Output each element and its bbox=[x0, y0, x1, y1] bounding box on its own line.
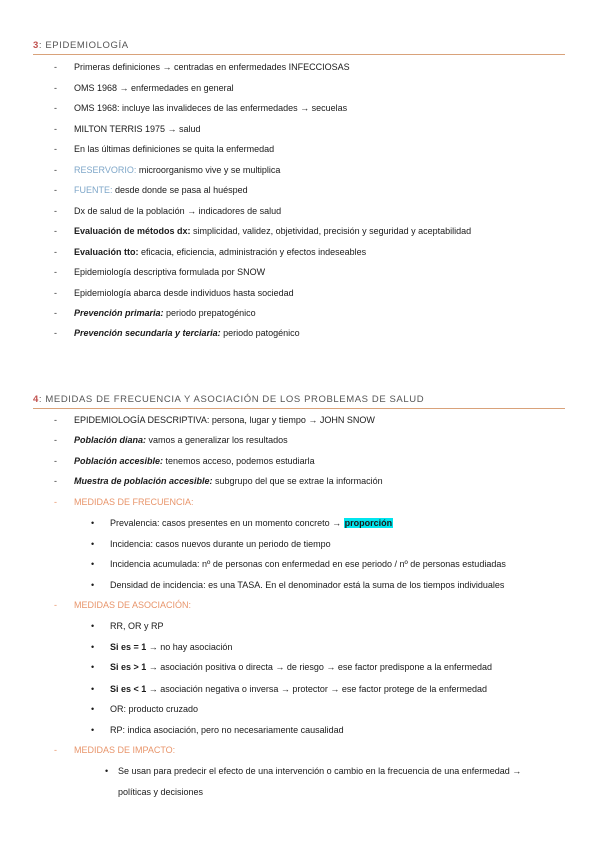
term-label: Población accesible: bbox=[74, 456, 164, 466]
section-number: 4 bbox=[33, 394, 39, 405]
section-number: 3 bbox=[33, 40, 39, 51]
section-title: EPIDEMIOLOGÍA bbox=[45, 40, 129, 51]
term-label: RESERVORIO: bbox=[74, 165, 137, 175]
term-label: Evaluación tto: bbox=[74, 247, 139, 257]
term-label: FUENTE: bbox=[74, 185, 113, 195]
document-page: 3: EPIDEMIOLOGÍA - Primeras definiciones → centradas en enfermedades INFECCIOSAS - OMS 1968 → enfermedades en general - OMS 1968: incluye las invalideces de las enfermedades → secuelas - MILTON TERRIS 1975 → salud - En las últimas definiciones se quita la enfermedad - RESERVORIO: microorganismo vive y se multiplica - FUENTE: desde donde se pasa al huésped - Dx de salud de la población → indicadores de salud - Evaluación de métodos dx: simplicidad, validez, objetividad, precisión y seguridad y aceptabilidad - Evaluación tto: eficacia, eficiencia, administración y efectos indeseables - Epidemiología descriptiva formulada por SNOW - Epidemiología abarca desde individuos hasta sociedad - Prevención primaria: periodo prepatogénico - Prevención secundaria y terciaria: periodo patogénico 4: MEDIDAS DE FRECUENCIA Y ASOCIACIÓN DE LOS PROBLEMAS DE SALUD - EPIDEMIOLOGÍA DESCRIPTIVA: persona, lugar y tiempo → JOHN SNOW - Población diana: vamos a generalizar los resultados - Población accesible: tenemos acceso, podemos estudiarla - Muestra de población accesible: subgrupo del que se extrae la información - MEDIDAS DE FRECUENCIA: • Prevalencia: casos presentes en un momento concreto → proporción • Incidencia: casos nuevos durante un periodo de tiempo • Incidencia acumulada: nº de personas con enfermedad en ese periodo / nº de personas estudiadas • Densidad de incidencia: es una TASA. En el denominador está la suma de los tiempos individuales - MEDIDAS DE ASOCIACIÓN: • RR, OR y RP • Si es = 1 → no hay asociación • Si es > 1 → asociación positiva o directa → de riesgo → ese factor predispone a la enfermedad • Si es < 1 → asociación negativa o inversa → protector → ese factor protege de la enfermedad • OR: producto cruzado • RP: indica asociación, pero no necesariamente causalidad - MEDIDAS DE IMPACTO: • Se usan para predecir el efecto de una intervención o cambio en la frecuencia de una enfermedad → políticas y decisiones bbox=[0, 0, 599, 848]
highlighted-term: proporción bbox=[344, 518, 393, 528]
term-label: Prevención secundaria y terciaria: bbox=[74, 328, 221, 338]
section-heading: 4: MEDIDAS DE FRECUENCIA Y ASOCIACIÓN DE LOS PROBLEMAS DE SALUD bbox=[33, 394, 565, 409]
term-label: Población diana: bbox=[74, 435, 147, 445]
section-medidas bbox=[33, 394, 565, 409]
section-epidemiologia bbox=[33, 40, 565, 55]
term-label: Evaluación de métodos dx: bbox=[74, 226, 191, 236]
term-label: Prevención primaria: bbox=[74, 308, 164, 318]
section-title: MEDIDAS DE FRECUENCIA Y ASOCIACIÓN DE LOS PROBLEMAS DE SALUD bbox=[45, 394, 425, 405]
section-heading: 3: EPIDEMIOLOGÍA bbox=[33, 40, 565, 55]
term-label: Muestra de población accesible: bbox=[74, 476, 213, 486]
